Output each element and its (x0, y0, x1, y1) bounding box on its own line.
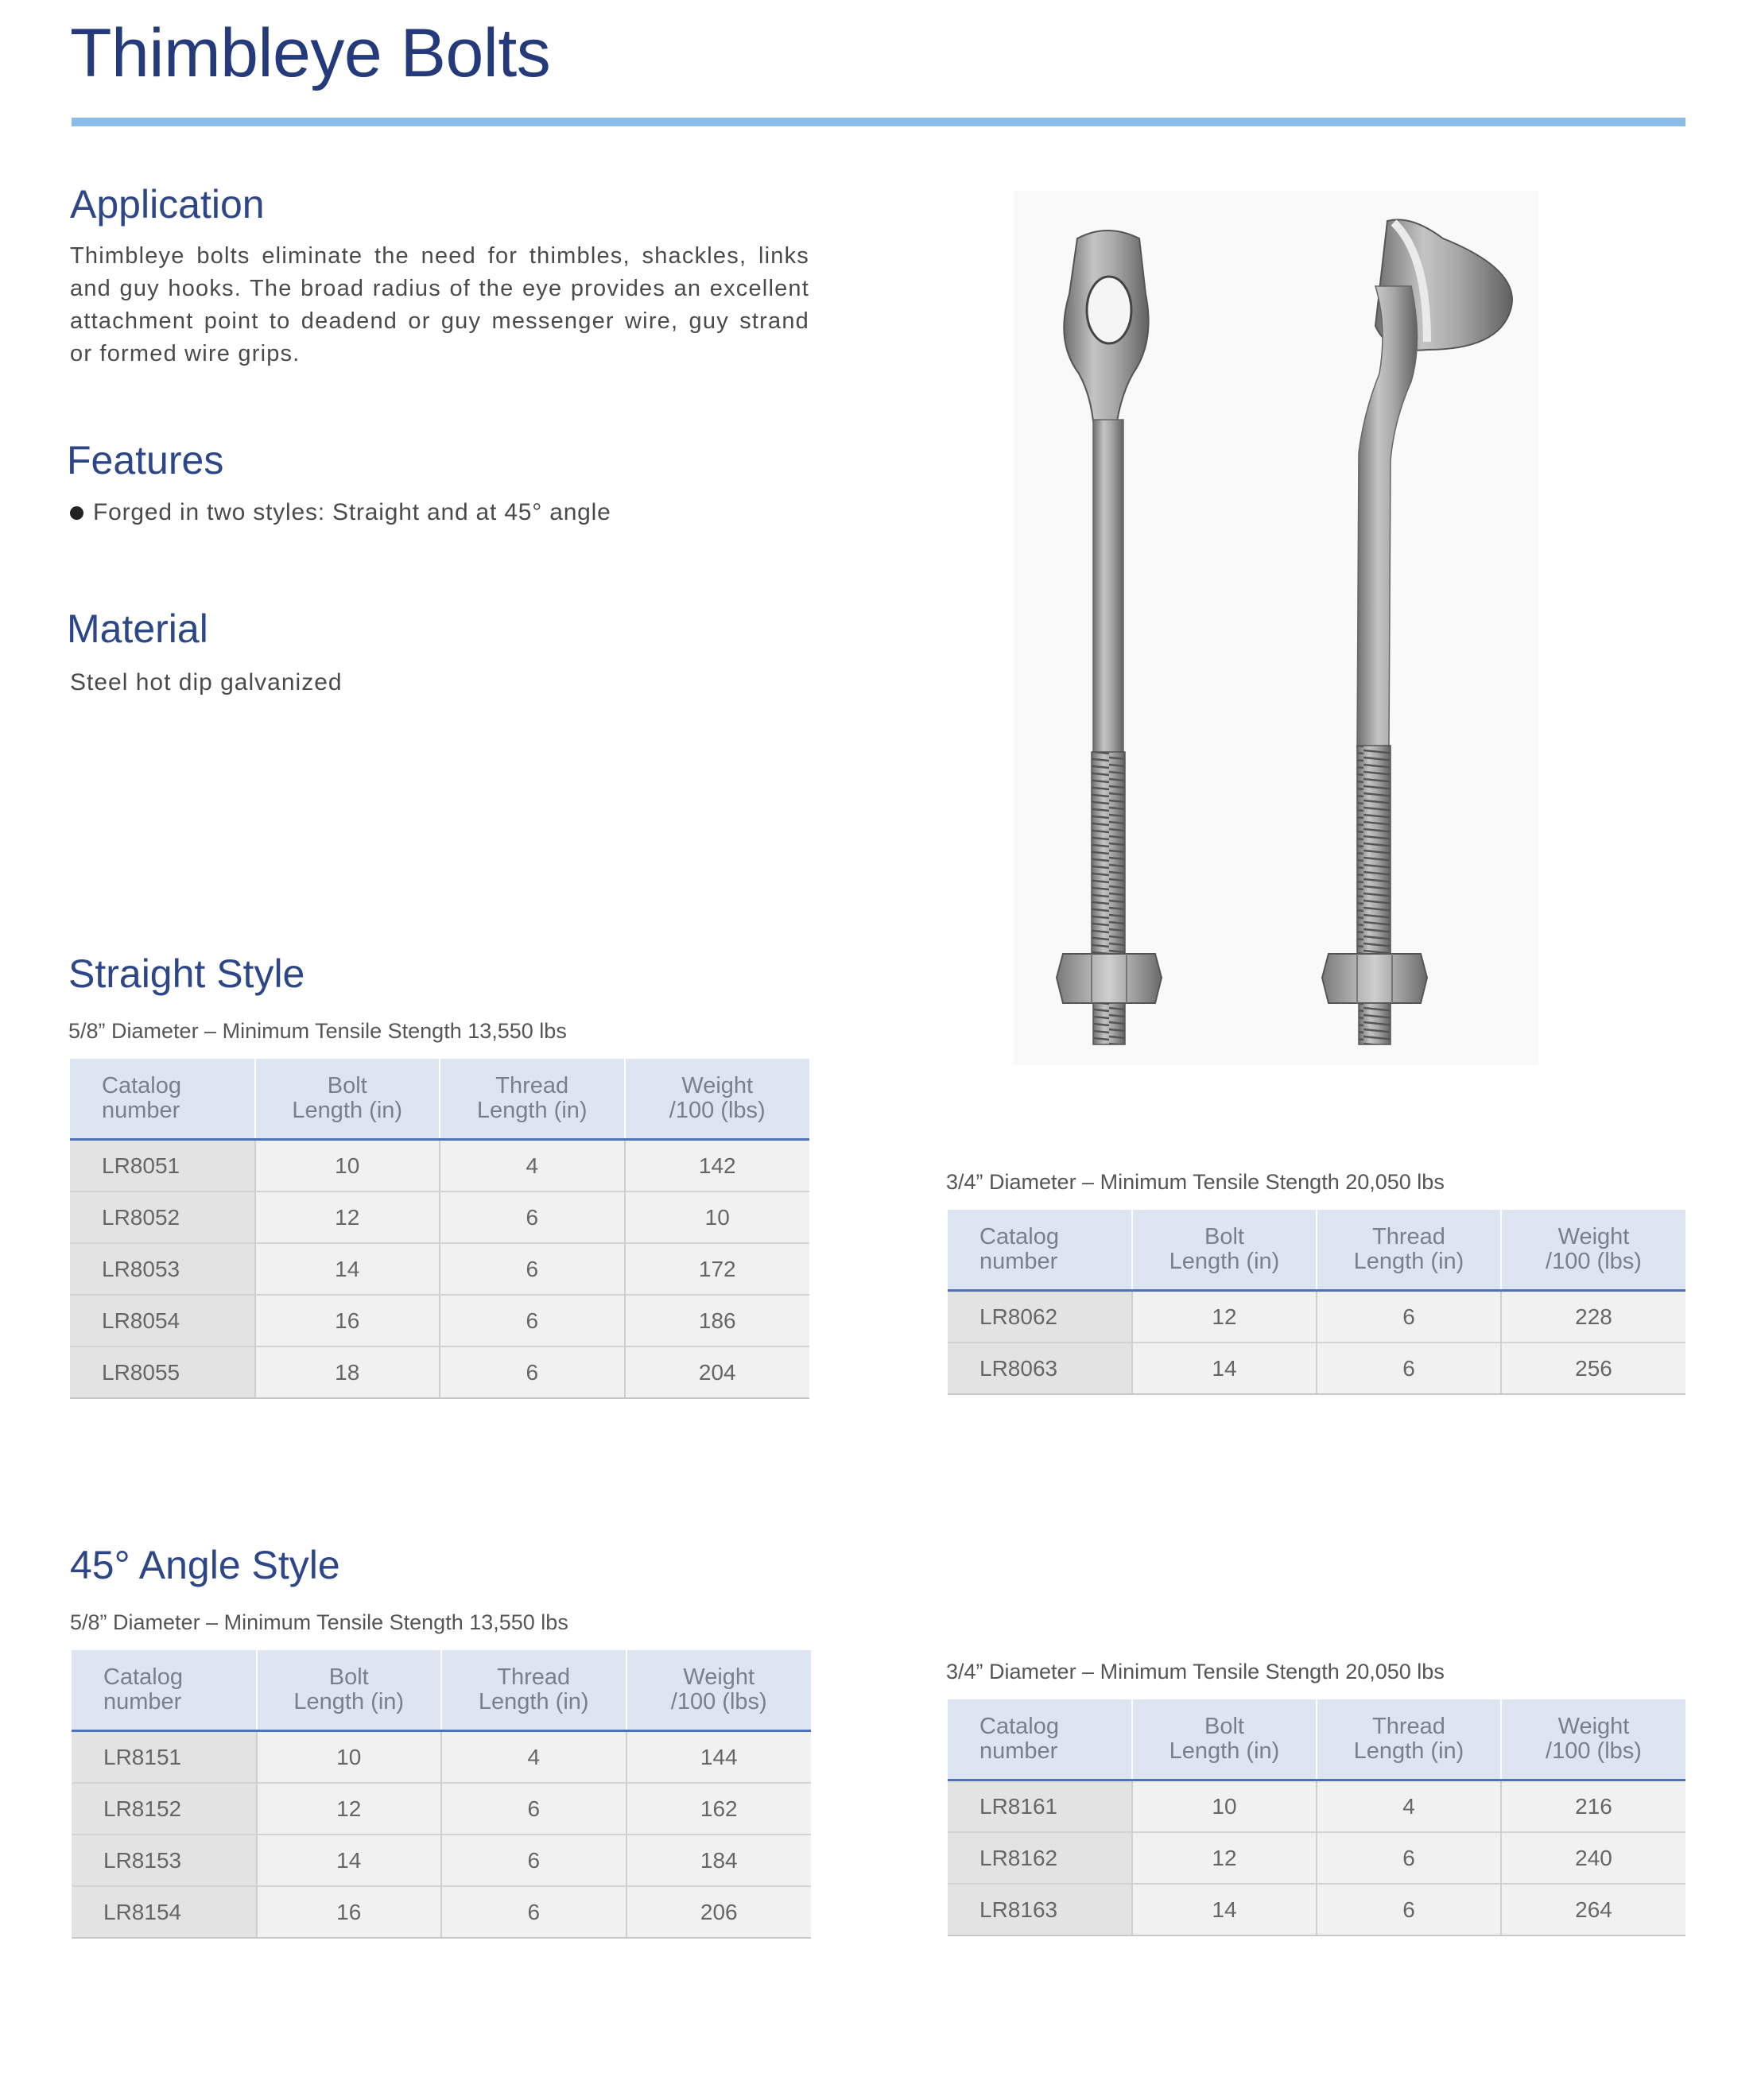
bolt-length-cell: 16 (255, 1295, 440, 1346)
bolt-length-cell: 14 (255, 1243, 440, 1295)
bolt-length-cell: 10 (255, 1140, 440, 1192)
catalog-cell: LR8154 (72, 1886, 257, 1938)
weight-cell: 204 (625, 1346, 810, 1398)
material-text: Steel hot dip galvanized (70, 669, 343, 695)
table-row (948, 1780, 1685, 1833)
catalog-cell: LR8161 (948, 1780, 1132, 1833)
feature-item (70, 499, 611, 526)
table-row (70, 1295, 809, 1346)
weight-cell: 184 (626, 1835, 812, 1886)
header-thread-length: Thread Length (in) (441, 1650, 626, 1731)
header-catalog-number: Catalog number (72, 1650, 257, 1731)
weight-cell: 186 (625, 1295, 810, 1346)
table-row (948, 1291, 1685, 1343)
application-heading: Application (70, 182, 265, 227)
table-row (72, 1886, 811, 1938)
header-thread-length: Thread Length (in) (1317, 1210, 1501, 1291)
straight-34-table (948, 1210, 1685, 1395)
bolt-length-cell: 14 (1132, 1884, 1317, 1935)
features-heading: Features (67, 438, 224, 482)
thread-length-cell: 6 (441, 1886, 626, 1938)
header-weight: Weight /100 (lbs) (625, 1059, 810, 1140)
header-thread-length: Thread Length (in) (1317, 1699, 1501, 1780)
table-row (70, 1140, 809, 1192)
thread-length-cell: 6 (440, 1243, 625, 1295)
bullet-icon (70, 506, 83, 520)
thimbleye-bolts-image (1014, 191, 1538, 1065)
header-thread-length: Thread Length (in) (440, 1059, 625, 1140)
bolt-length-cell: 14 (257, 1835, 442, 1886)
weight-cell: 206 (626, 1886, 812, 1938)
table-row (72, 1835, 811, 1886)
thread-length-cell: 6 (441, 1835, 626, 1886)
straight-style-heading: Straight Style (68, 951, 305, 996)
bolt-length-cell: 10 (1132, 1780, 1317, 1833)
angle-58-subtitle: 5/8” Diameter – Minimum Tensile Stength 13,550 lbs (70, 1610, 568, 1634)
weight-cell: 228 (1501, 1291, 1685, 1343)
weight-cell: 256 (1501, 1343, 1685, 1394)
straight-58-table (70, 1059, 809, 1399)
angle-34-subtitle: 3/4” Diameter – Minimum Tensile Stength 20,050 lbs (946, 1660, 1445, 1683)
thread-length-cell: 6 (441, 1783, 626, 1835)
straight-34-subtitle: 3/4” Diameter – Minimum Tensile Stength 20,050 lbs (946, 1170, 1445, 1194)
catalog-cell: LR8151 (72, 1731, 257, 1784)
bolt-length-cell: 12 (1132, 1291, 1317, 1343)
bolt-length-cell: 12 (1132, 1832, 1317, 1884)
table-row (948, 1343, 1685, 1394)
title-divider (72, 118, 1685, 126)
angle-style-heading: 45° Angle Style (70, 1543, 340, 1587)
catalog-cell: LR8051 (70, 1140, 255, 1192)
table-row (72, 1731, 811, 1784)
catalog-cell: LR8162 (948, 1832, 1132, 1884)
table-row (70, 1243, 809, 1295)
feature-text: Forged in two styles: Straight and at 45° angle (93, 499, 611, 525)
straight-58-subtitle: 5/8” Diameter – Minimum Tensile Stength 13,550 lbs (68, 1019, 567, 1043)
thread-length-cell: 4 (440, 1140, 625, 1192)
table-row (70, 1346, 809, 1398)
bolt-length-cell: 12 (255, 1191, 440, 1243)
table-header-row (948, 1210, 1685, 1291)
angle-34-table (948, 1699, 1685, 1936)
catalog-cell: LR8153 (72, 1835, 257, 1886)
thread-length-cell: 6 (440, 1346, 625, 1398)
weight-cell: 240 (1501, 1832, 1685, 1884)
weight-cell: 10 (625, 1191, 810, 1243)
catalog-cell: LR8053 (70, 1243, 255, 1295)
application-text: Thimbleye bolts eliminate the need for thimbles, shackles, links and guy hooks. The broad radius of the eye provides an excellent attachment point to deadend or guy messenger wire, guy strand or formed wire grips. (70, 243, 809, 366)
thread-length-cell: 6 (1317, 1884, 1501, 1935)
catalog-cell: LR8062 (948, 1291, 1132, 1343)
thread-length-cell: 6 (1317, 1832, 1501, 1884)
weight-cell: 172 (625, 1243, 810, 1295)
table-row (72, 1783, 811, 1835)
header-bolt-length: Bolt Length (in) (255, 1059, 440, 1140)
bolt-length-cell: 12 (257, 1783, 442, 1835)
header-bolt-length: Bolt Length (in) (1132, 1699, 1317, 1780)
thread-length-cell: 6 (1317, 1291, 1501, 1343)
bolt-length-cell: 16 (257, 1886, 442, 1938)
header-catalog-number: Catalog number (948, 1210, 1132, 1291)
table-header-row (948, 1699, 1685, 1780)
bolt-length-cell: 14 (1132, 1343, 1317, 1394)
weight-cell: 142 (625, 1140, 810, 1192)
catalog-cell: LR8055 (70, 1346, 255, 1398)
header-bolt-length: Bolt Length (in) (257, 1650, 442, 1731)
bolt-length-cell: 18 (255, 1346, 440, 1398)
header-bolt-length: Bolt Length (in) (1132, 1210, 1317, 1291)
table-row (70, 1191, 809, 1243)
thread-length-cell: 6 (440, 1295, 625, 1346)
catalog-cell: LR8163 (948, 1884, 1132, 1935)
weight-cell: 144 (626, 1731, 812, 1784)
catalog-cell: LR8063 (948, 1343, 1132, 1394)
thread-length-cell: 4 (441, 1731, 626, 1784)
header-weight: Weight /100 (lbs) (1501, 1210, 1685, 1291)
thread-length-cell: 4 (1317, 1780, 1501, 1833)
weight-cell: 216 (1501, 1780, 1685, 1833)
bolt-length-cell: 10 (257, 1731, 442, 1784)
thread-length-cell: 6 (1317, 1343, 1501, 1394)
catalog-cell: LR8152 (72, 1783, 257, 1835)
weight-cell: 162 (626, 1783, 812, 1835)
thread-length-cell: 6 (440, 1191, 625, 1243)
header-weight: Weight /100 (lbs) (626, 1650, 812, 1731)
header-weight: Weight /100 (lbs) (1501, 1699, 1685, 1780)
catalog-cell: LR8052 (70, 1191, 255, 1243)
table-header-row (70, 1059, 809, 1140)
header-catalog-number: Catalog number (948, 1699, 1132, 1780)
table-header-row (72, 1650, 811, 1731)
weight-cell: 264 (1501, 1884, 1685, 1935)
angle-58-table (72, 1650, 811, 1939)
header-catalog-number: Catalog number (70, 1059, 255, 1140)
catalog-cell: LR8054 (70, 1295, 255, 1346)
table-row (948, 1884, 1685, 1935)
page-title: Thimbleye Bolts (70, 15, 551, 91)
material-heading: Material (67, 606, 208, 651)
table-row (948, 1832, 1685, 1884)
